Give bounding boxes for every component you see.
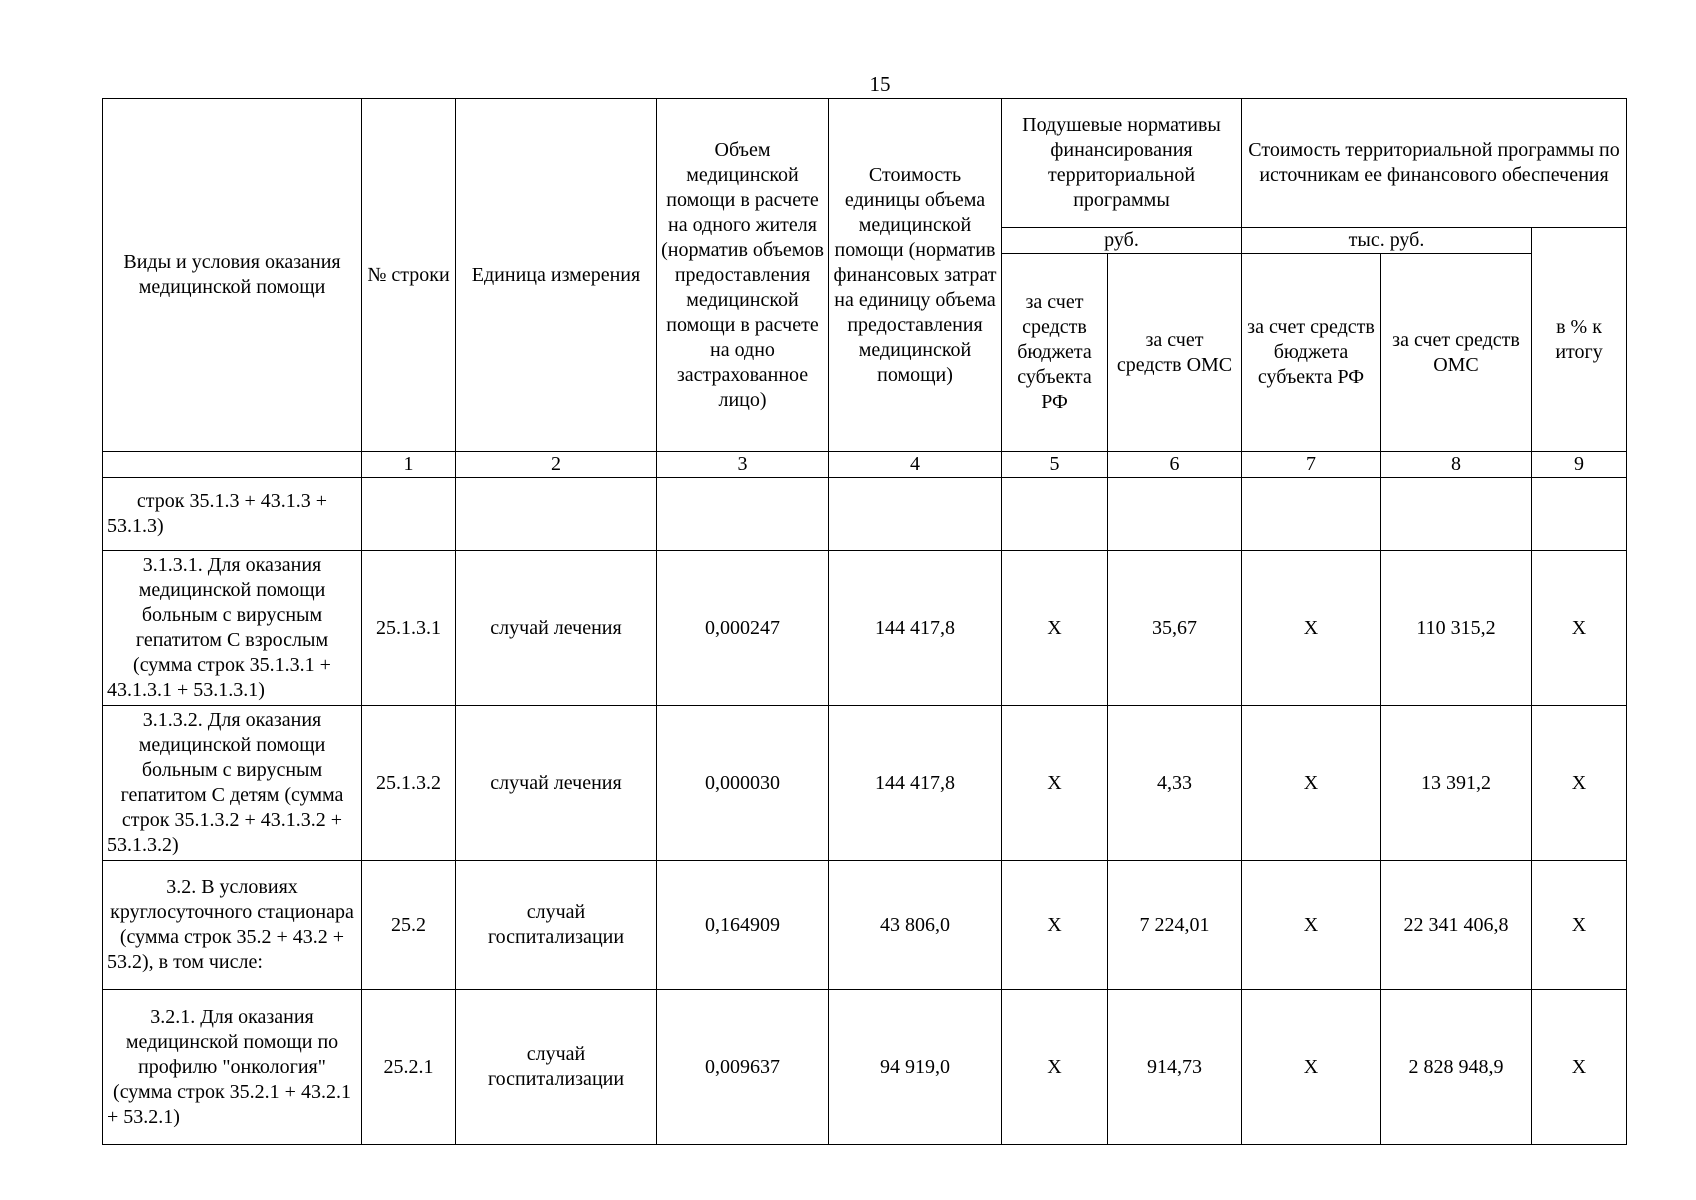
col-number: 1 <box>362 452 456 478</box>
row-cost: 144 417,8 <box>829 706 1002 861</box>
header-budget-rf-2: за счет средств бюджета субъекта РФ <box>1242 254 1381 452</box>
col-number: 6 <box>1108 452 1242 478</box>
header-rub: руб. <box>1002 228 1242 254</box>
table-row <box>103 706 1627 861</box>
row-cost: 144 417,8 <box>829 551 1002 706</box>
row-volume <box>657 478 829 551</box>
header-cost: Стоимость единицы объема медицинской помощи (норматив финансовых затрат на единицу объема предоставления медицинской помощи) <box>829 99 1002 452</box>
row-unit: случай госпитализации <box>456 861 657 990</box>
col-number <box>103 452 362 478</box>
row-budget-rf-2: X <box>1242 551 1381 706</box>
row-budget-rf: X <box>1002 990 1108 1145</box>
header-per-capita-group: Подушевые нормативы финансирования территориальной программы <box>1002 99 1242 228</box>
row-volume: 0,164909 <box>657 861 829 990</box>
row-oms-2: 110 315,2 <box>1381 551 1532 706</box>
row-number: 25.1.3.1 <box>362 551 456 706</box>
row-number: 25.1.3.2 <box>362 706 456 861</box>
row-number <box>362 478 456 551</box>
row-budget-rf-2: X <box>1242 706 1381 861</box>
header-program-cost-group: Стоимость территориальной программы по источникам ее финансового обеспечения <box>1242 99 1627 228</box>
row-percent: X <box>1532 706 1627 861</box>
column-number-row <box>103 452 1627 478</box>
row-cost <box>829 478 1002 551</box>
row-volume: 0,009637 <box>657 990 829 1145</box>
row-budget-rf: X <box>1002 706 1108 861</box>
row-oms <box>1108 478 1242 551</box>
row-unit: случай лечения <box>456 551 657 706</box>
row-oms-2 <box>1381 478 1532 551</box>
row-oms: 35,67 <box>1108 551 1242 706</box>
row-description: 3.1.3.2. Для оказания медицинской помощи больным с вирусным гепатитом С детям (сумма строк 35.1.3.2 + 43.1.3.2 + 53.1.3.2) <box>103 706 362 861</box>
row-oms: 4,33 <box>1108 706 1242 861</box>
row-description: 3.2.1. Для оказания медицинской помощи по профилю "онкология" (сумма строк 35.2.1 + 43.2.1 + 53.2.1) <box>103 990 362 1145</box>
row-description: строк 35.1.3 + 43.1.3 + 53.1.3) <box>103 478 362 551</box>
header-kind: Виды и условия оказания медицинской помощи <box>103 99 362 452</box>
row-budget-rf-2: X <box>1242 990 1381 1145</box>
row-percent: X <box>1532 990 1627 1145</box>
col-number: 4 <box>829 452 1002 478</box>
table-row <box>103 990 1627 1145</box>
row-budget-rf-2: X <box>1242 861 1381 990</box>
col-number: 2 <box>456 452 657 478</box>
row-budget-rf: X <box>1002 861 1108 990</box>
header-oms: за счет средств ОМС <box>1108 254 1242 452</box>
row-description: 3.1.3.1. Для оказания медицинской помощи больным с вирусным гепатитом С взрослым (сумма строк 35.1.3.1 + 43.1.3.1 + 53.1.3.1) <box>103 551 362 706</box>
table-row <box>103 551 1627 706</box>
row-percent <box>1532 478 1627 551</box>
header-budget-rf: за счет средств бюджета субъекта РФ <box>1002 254 1108 452</box>
row-budget-rf <box>1002 478 1108 551</box>
row-oms: 914,73 <box>1108 990 1242 1145</box>
row-percent: X <box>1532 861 1627 990</box>
col-number: 9 <box>1532 452 1627 478</box>
header-volume: Объем медицинской помощи в расчете на одного жителя (норматив объемов предоставления медицинской помощи в расчете на одно застрахованное лицо) <box>657 99 829 452</box>
header-thous-rub: тыс. руб. <box>1242 228 1532 254</box>
header-oms-2: за счет средств ОМС <box>1381 254 1532 452</box>
row-volume: 0,000247 <box>657 551 829 706</box>
row-number: 25.2.1 <box>362 990 456 1145</box>
row-description: 3.2. В условиях круглосуточного стационара (сумма строк 35.2 + 43.2 + 53.2), в том числе: <box>103 861 362 990</box>
row-budget-rf-2 <box>1242 478 1381 551</box>
header-unit: Единица измерения <box>456 99 657 452</box>
col-number: 7 <box>1242 452 1381 478</box>
table-row <box>103 861 1627 990</box>
row-percent: X <box>1532 551 1627 706</box>
row-oms-2: 2 828 948,9 <box>1381 990 1532 1145</box>
col-number: 3 <box>657 452 829 478</box>
page-number: 15 <box>869 72 891 96</box>
row-oms: 7 224,01 <box>1108 861 1242 990</box>
row-unit: случай лечения <box>456 706 657 861</box>
header-row-no: № строки <box>362 99 456 452</box>
row-cost: 43 806,0 <box>829 861 1002 990</box>
row-oms-2: 22 341 406,8 <box>1381 861 1532 990</box>
row-unit: случай госпитализации <box>456 990 657 1145</box>
row-cost: 94 919,0 <box>829 990 1002 1145</box>
table-row <box>103 478 1627 551</box>
row-number: 25.2 <box>362 861 456 990</box>
financing-table <box>102 98 1627 1145</box>
row-unit <box>456 478 657 551</box>
col-number: 8 <box>1381 452 1532 478</box>
col-number: 5 <box>1002 452 1108 478</box>
row-oms-2: 13 391,2 <box>1381 706 1532 861</box>
row-budget-rf: X <box>1002 551 1108 706</box>
row-volume: 0,000030 <box>657 706 829 861</box>
header-percent: в % к итогу <box>1532 228 1627 452</box>
